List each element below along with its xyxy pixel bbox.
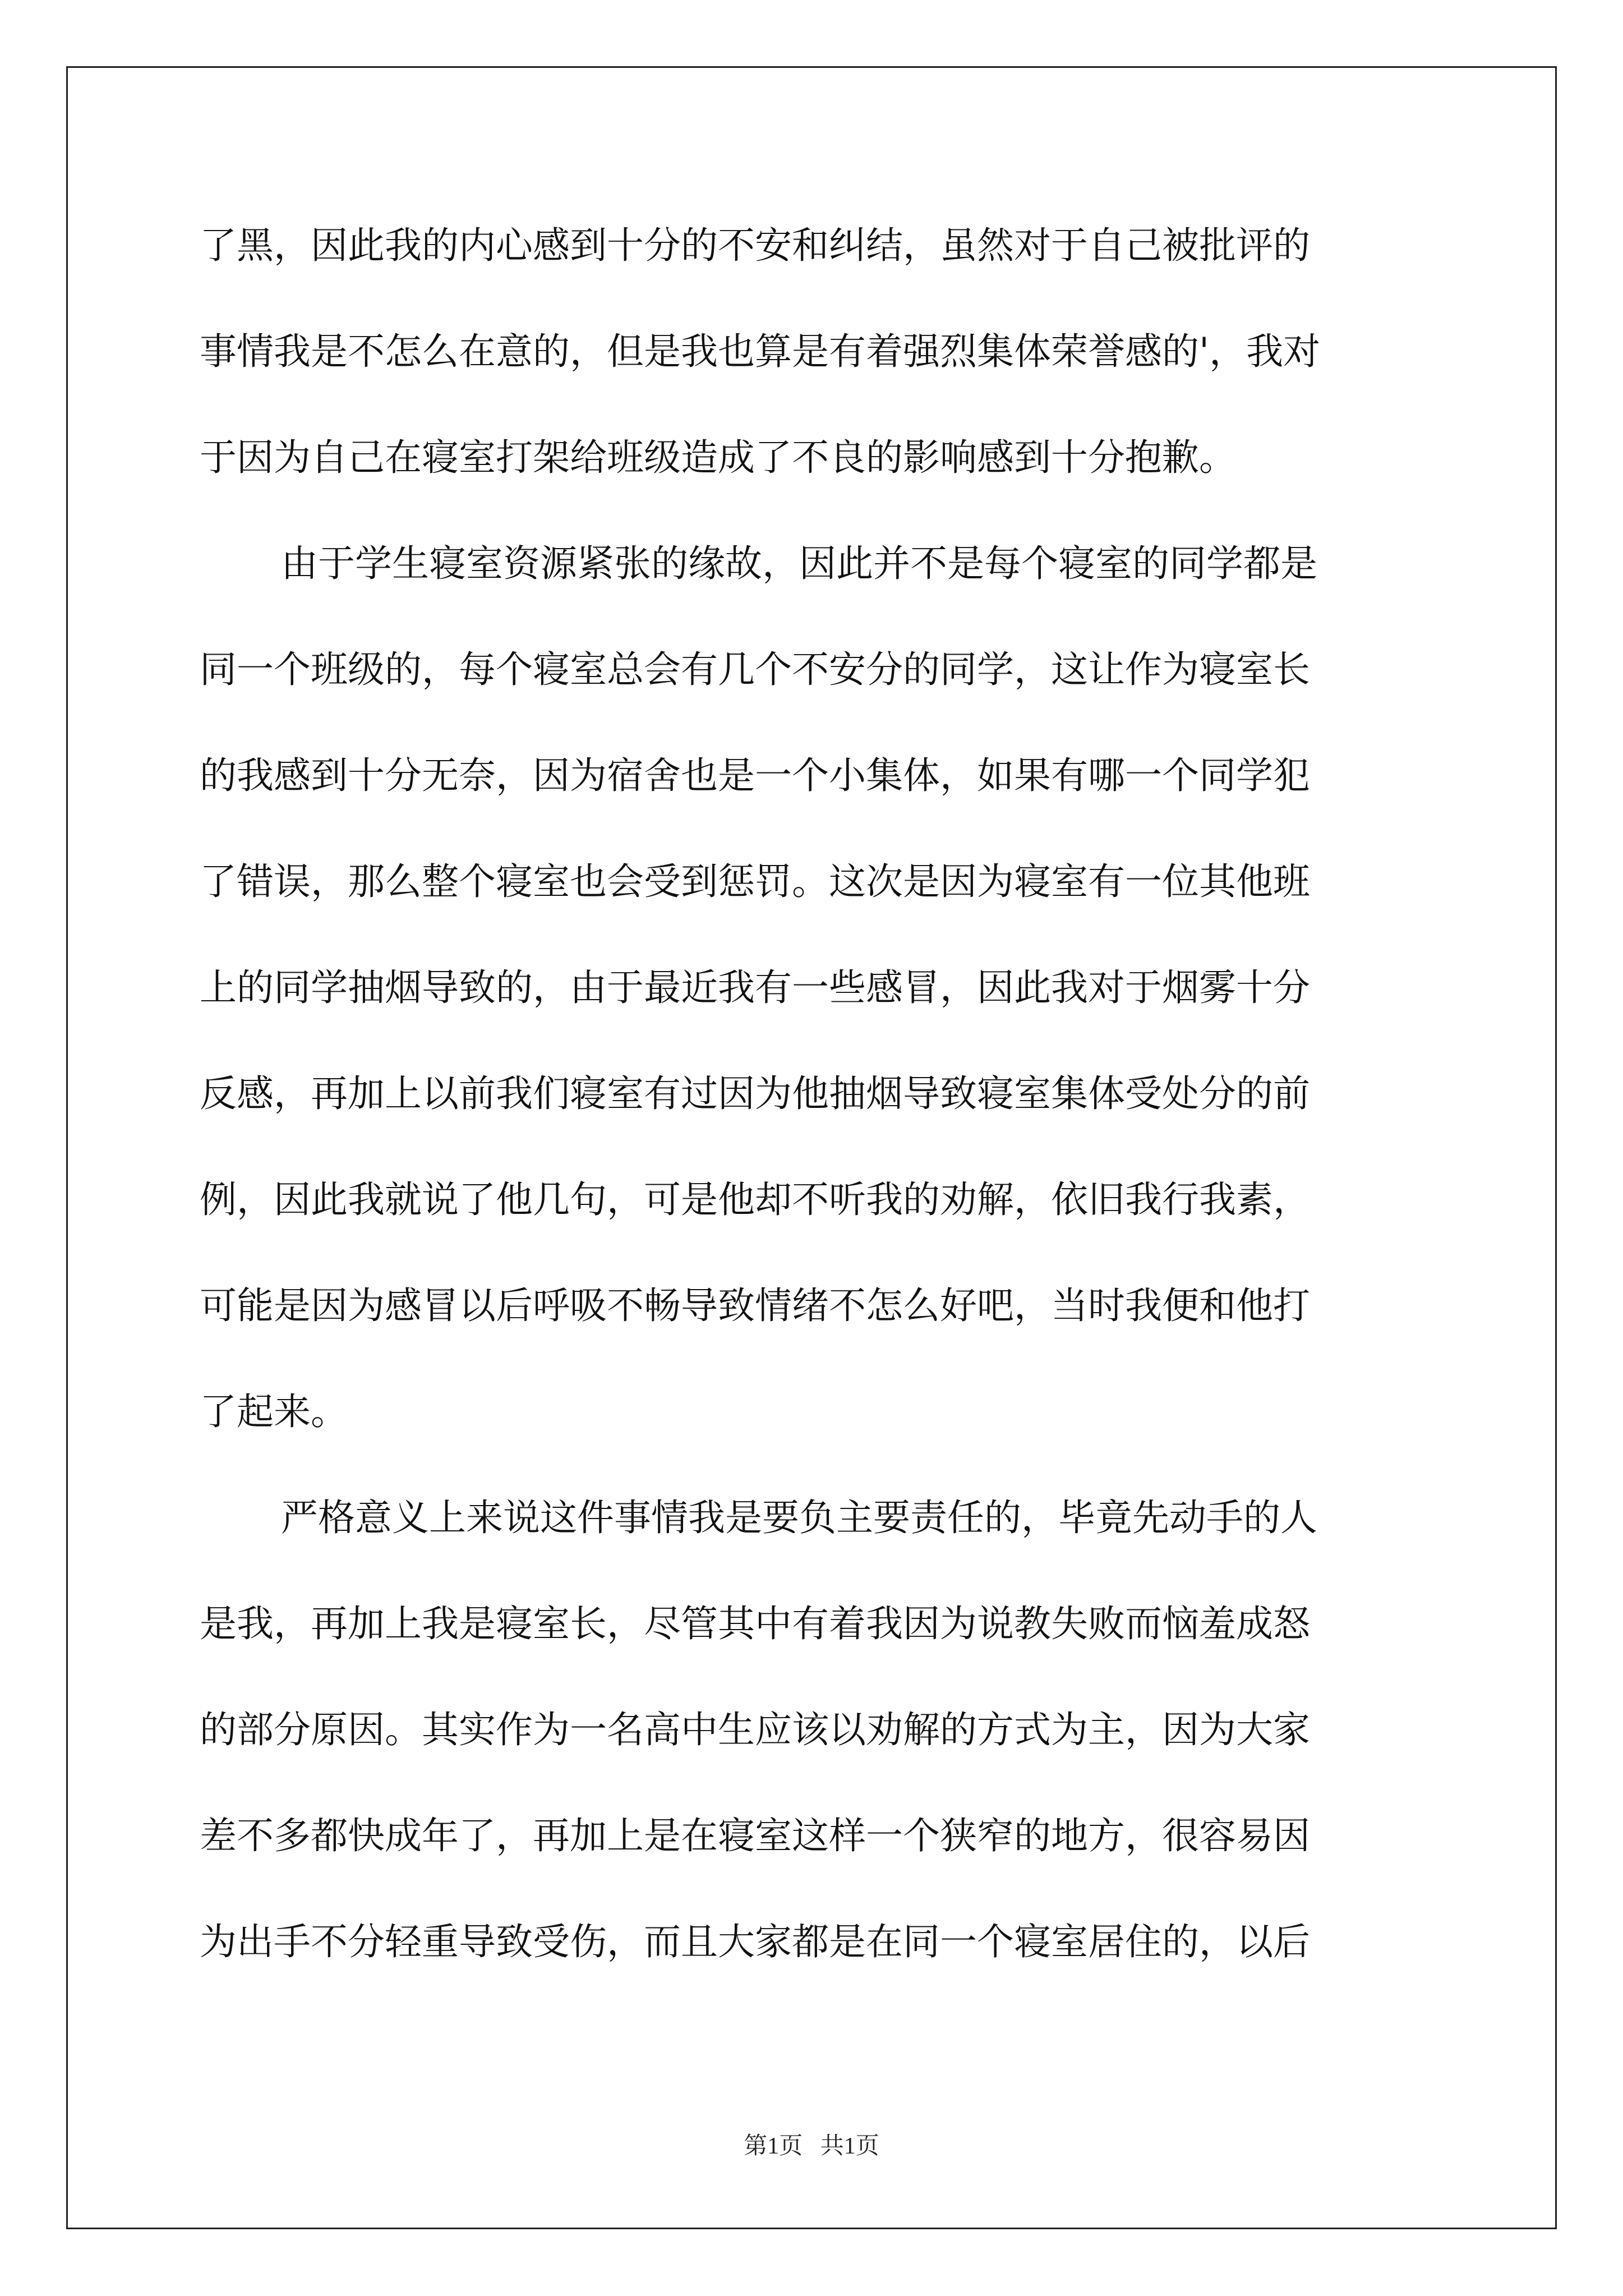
- page-border: [66, 66, 1557, 2229]
- text-line: 为出手不分轻重导致受伤，而且大家都是在同一个寝室居住的，以后: [200, 1920, 1310, 1963]
- text-line: 同一个班级的，每个寝室总会有几个不安分的同学，这让作为寝室长: [200, 648, 1310, 691]
- text-line: 可能是因为感冒以后呼吸不畅导致情绪不怎么好吧，当时我便和他打: [200, 1284, 1310, 1327]
- text-line: 了错误，那么整个寝室也会受到惩罚。这次是因为寝室有一位其他班: [200, 860, 1310, 903]
- text-line: 上的同学抽烟导致的，由于最近我有一些感冒，因此我对于烟雾十分: [200, 966, 1310, 1009]
- text-line: 了起来。: [200, 1390, 348, 1433]
- text-line: 事情我是不怎么在意的，但是我也算是有着强烈集体荣誉感的'，我对: [200, 330, 1321, 373]
- paragraph-first-line: 由于学生寝室资源紧张的缘故，因此并不是每个寝室的同学都是: [281, 542, 1317, 585]
- text-line: 的我感到十分无奈，因为宿舍也是一个小集体，如果有哪一个同学犯: [200, 754, 1310, 797]
- paragraph-first-line: 严格意义上来说这件事情我是要负主要责任的，毕竟先动手的人: [281, 1496, 1317, 1539]
- text-line: 的部分原因。其实作为一名高中生应该以劝解的方式为主，因为大家: [200, 1708, 1310, 1751]
- text-line: 于因为自己在寝室打架给班级造成了不良的影响感到十分抱歉。: [200, 436, 1236, 479]
- text-line: 是我，再加上我是寝室长，尽管其中有着我因为说教失败而恼羞成怒: [200, 1602, 1310, 1645]
- text-line: 反感，再加上以前我们寝室有过因为他抽烟导致寝室集体受处分的前: [200, 1072, 1310, 1115]
- text-line: 差不多都快成年了，再加上是在寝室这样一个狭窄的地方，很容易因: [200, 1814, 1310, 1857]
- text-line: 例，因此我就说了他几句，可是他却不听我的劝解，依旧我行我素，: [200, 1178, 1310, 1221]
- page-number-footer: 第1页 共1页: [744, 2133, 879, 2159]
- text-line: 了黑，因此我的内心感到十分的不安和纠结，虽然对于自己被批评的: [200, 224, 1310, 267]
